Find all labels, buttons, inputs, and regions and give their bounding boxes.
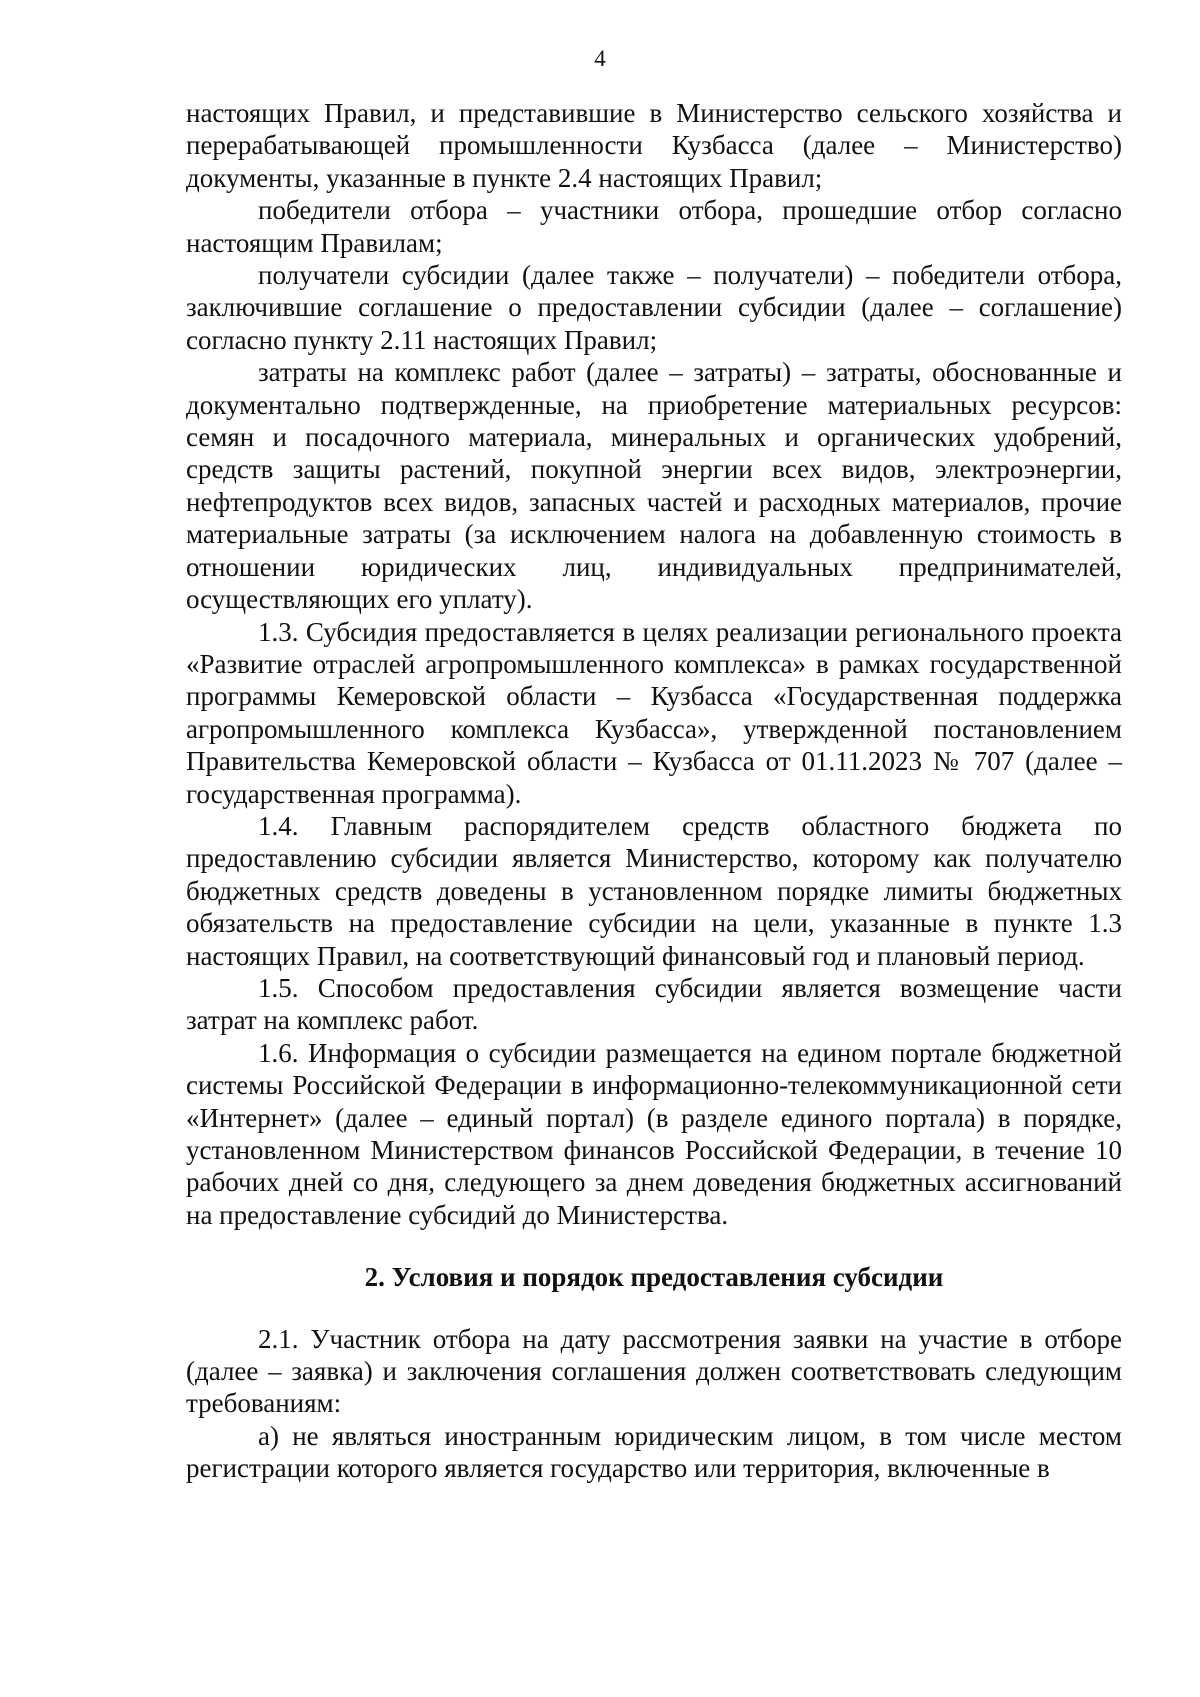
document-body — [186, 97, 1122, 1485]
paragraph-work-costs: затраты на комплекс работ (далее – затраты) – затраты, обоснованные и документально подтвержденные, на приобретение материальных ресурсов: семян и посадочного материала, минеральных и органических удобрений, средств защиты растений, покупной энергии всех видов, электроэнергии, нефтепродуктов всех видов, запасных частей и расходных материалов, прочие материальные затраты (за исключением налога на добавленную стоимость в отношении юридических лиц, индивидуальных предпринимателей, осуществляющих его уплату). — [186, 357, 1122, 615]
paragraph-2-1: 2.1. Участник отбора на дату рассмотрения заявки на участие в отборе (далее – заявка) и заключения соглашения должен соответствовать следующим требованиям: — [186, 1323, 1122, 1419]
paragraph-subsidy-recipients: получатели субсидии (далее также – получатели) – победители отбора, заключившие соглашение о предоставлении субсидии (далее – соглашение) согласно пункту 2.11 настоящих Правил; — [186, 260, 1122, 355]
paragraph-1-3: 1.3. Субсидия предоставляется в целях реализации регионального проекта «Развитие отраслей агропромышленного комплекса» в рамках государственной программы Кемеровской области – Кузбасса «Государственная поддержка агропромышленного комплекса Кузбасса», утвержденной постановлением Правительства Кемеровской области – Кузбасса от 01.11.2023 № 707 (далее – государственная программа). — [186, 616, 1122, 809]
paragraph-selection-winners: победители отбора – участники отбора, прошедшие отбор согласно настоящим Правилам; — [186, 195, 1122, 258]
section-heading: 2. Условия и порядок предоставления субсидии — [364, 1262, 944, 1293]
paragraph-2-1-a: а) не являться иностранным юридическим лицом, в том числе местом регистрации которого является государство или территория, включенные в — [186, 1420, 1122, 1484]
paragraph-1-4: 1.4. Главным распорядителем средств областного бюджета по предоставлению субсидии является Министерство, которому как получателю бюджетных средств доведены в установленном порядке лимиты бюджетных обязательств на предоставление субсидии на цели, указанные в пункте 1.3 настоящих Правил, на соответствующий финансовый год и плановый период. — [186, 810, 1122, 971]
paragraph-1-5: 1.5. Способом предоставления субсидии является возмещение части затрат на комплекс работ. — [186, 972, 1122, 1036]
page-number: 4 — [594, 46, 606, 71]
paragraph-1-6: 1.6. Информация о субсидии размещается на едином портале бюджетной системы Российской Федерации в информационно-телекоммуникационной сети «Интернет» (далее – единый портал) (в разделе единого портала) в порядке, установленном Министерством финансов Российской Федерации, в течение 10 рабочих дней со дня, следующего за днем доведения бюджетных ассигнований на предоставление субсидий до Министерства. — [186, 1037, 1122, 1230]
paragraph-participants-continued: настоящих Правил, и представившие в Министерство сельского хозяйства и перерабатывающей промышленности Кузбасса (далее – Министерство) документы, указанные в пункте 2.4 настоящих Правил; — [186, 98, 1122, 193]
